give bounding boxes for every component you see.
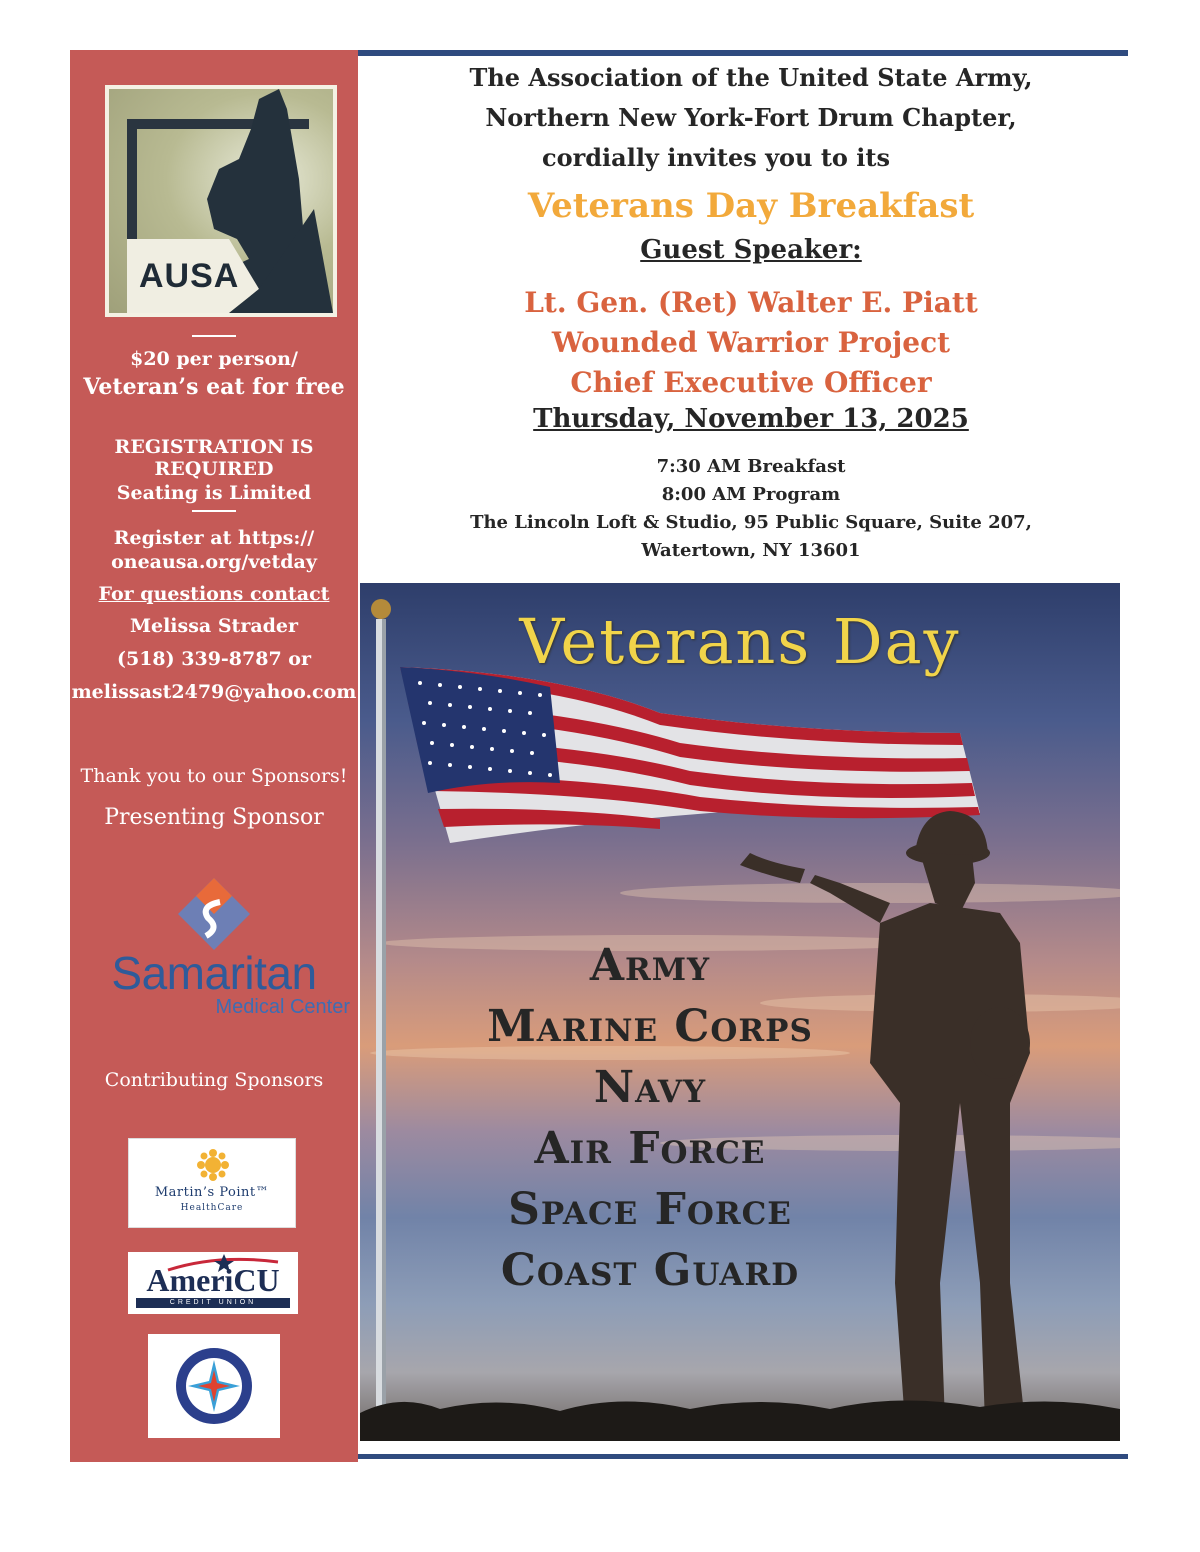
samaritan-mark-icon (70, 872, 358, 952)
branch-navy: Navy (593, 1062, 707, 1113)
north-star-compass-icon (148, 1334, 280, 1438)
branch-air-force: Air Force (534, 1123, 766, 1174)
price-text: $20 per person/ (130, 348, 298, 370)
branch-list (420, 935, 880, 1301)
contributing-block (70, 1068, 358, 1092)
sun-flower-icon (129, 1139, 297, 1183)
thanks-block (70, 764, 358, 832)
breakfast-time: 7:30 AM Breakfast (656, 456, 846, 477)
venue-address: The Lincoln Loft & Studio, 95 Public Square, Suite 207, (470, 512, 1032, 533)
sidebar (70, 50, 358, 1462)
martins-point-name: Martin’s Point™ (154, 1185, 270, 1200)
contributing-sponsors-label: Contributing Sponsors (104, 1069, 324, 1091)
header-line1: The Association of the United State Army, (469, 63, 1033, 92)
speaker-block (358, 283, 1144, 403)
register-line1[interactable]: Register at https:// (113, 527, 315, 549)
branch-coast-guard: Coast Guard (500, 1245, 800, 1296)
venue-city: Watertown, NY 13601 (641, 540, 861, 561)
samaritan-subtitle: Medical Center (215, 996, 350, 1018)
speaker-title: Chief Executive Officer (570, 366, 932, 399)
branch-marine-corps: Marine Corps (487, 1001, 813, 1052)
header-line2: Northern New York-Fort Drum Chapter, (485, 103, 1017, 132)
event-date: Thursday, November 13, 2025 (533, 404, 969, 434)
samaritan-name: Samaritan (111, 947, 317, 999)
pricing-block (70, 335, 358, 401)
contact-phone: (518) 339-8787 or (117, 648, 311, 670)
divider (192, 335, 236, 337)
seating-text: Seating is Limited (116, 482, 312, 504)
bottom-rule (358, 1454, 1128, 1459)
veterans-free-text: Veteran’s eat for free (83, 374, 345, 400)
questions-label: For questions contact (98, 583, 330, 605)
martins-point-logo (128, 1138, 296, 1228)
event-title-text: Veterans Day Breakfast (527, 186, 975, 226)
samaritan-logo (70, 872, 358, 1022)
north-star-logo (148, 1334, 280, 1438)
header-line3: cordially invites you to its (541, 143, 891, 172)
ausa-logo-text: AUSA (139, 257, 240, 295)
registration-line2: REQUIRED (154, 458, 274, 480)
ausa-logo (105, 85, 337, 317)
invitation-header (358, 58, 1144, 178)
american-flag-icon (400, 667, 980, 843)
americu-name: AmeriCU (146, 1262, 280, 1298)
contact-email[interactable]: melissast2479@yahoo.com (71, 681, 357, 703)
branch-army: Army (589, 940, 711, 991)
details-block (358, 453, 1144, 565)
event-title (358, 186, 1144, 226)
americu-subtitle: CREDIT UNION (136, 1298, 290, 1308)
speaker-label-block (358, 235, 1144, 265)
contact-name: Melissa Strader (129, 615, 299, 637)
divider (192, 510, 236, 512)
speaker-org: Wounded Warrior Project (551, 326, 951, 359)
register-url[interactable]: oneausa.org/vetday (111, 551, 317, 573)
americu-logo (128, 1252, 298, 1314)
guest-speaker-label: Guest Speaker: (640, 235, 862, 265)
martins-point-subtitle: HealthCare (180, 1203, 244, 1213)
poster-title: Veterans Day (519, 605, 961, 678)
registration-block (70, 436, 358, 704)
veterans-day-poster (360, 583, 1120, 1441)
thanks-text: Thank you to our Sponsors! (80, 765, 348, 787)
speaker-name: Lt. Gen. (Ret) Walter E. Piatt (524, 286, 978, 319)
presenting-sponsor-label: Presenting Sponsor (104, 805, 324, 830)
registration-line1: REGISTRATION IS (114, 436, 314, 458)
date-block (358, 404, 1144, 434)
branch-space-force: Space Force (508, 1184, 792, 1235)
program-time: 8:00 AM Program (661, 484, 841, 505)
top-rule (358, 50, 1128, 56)
